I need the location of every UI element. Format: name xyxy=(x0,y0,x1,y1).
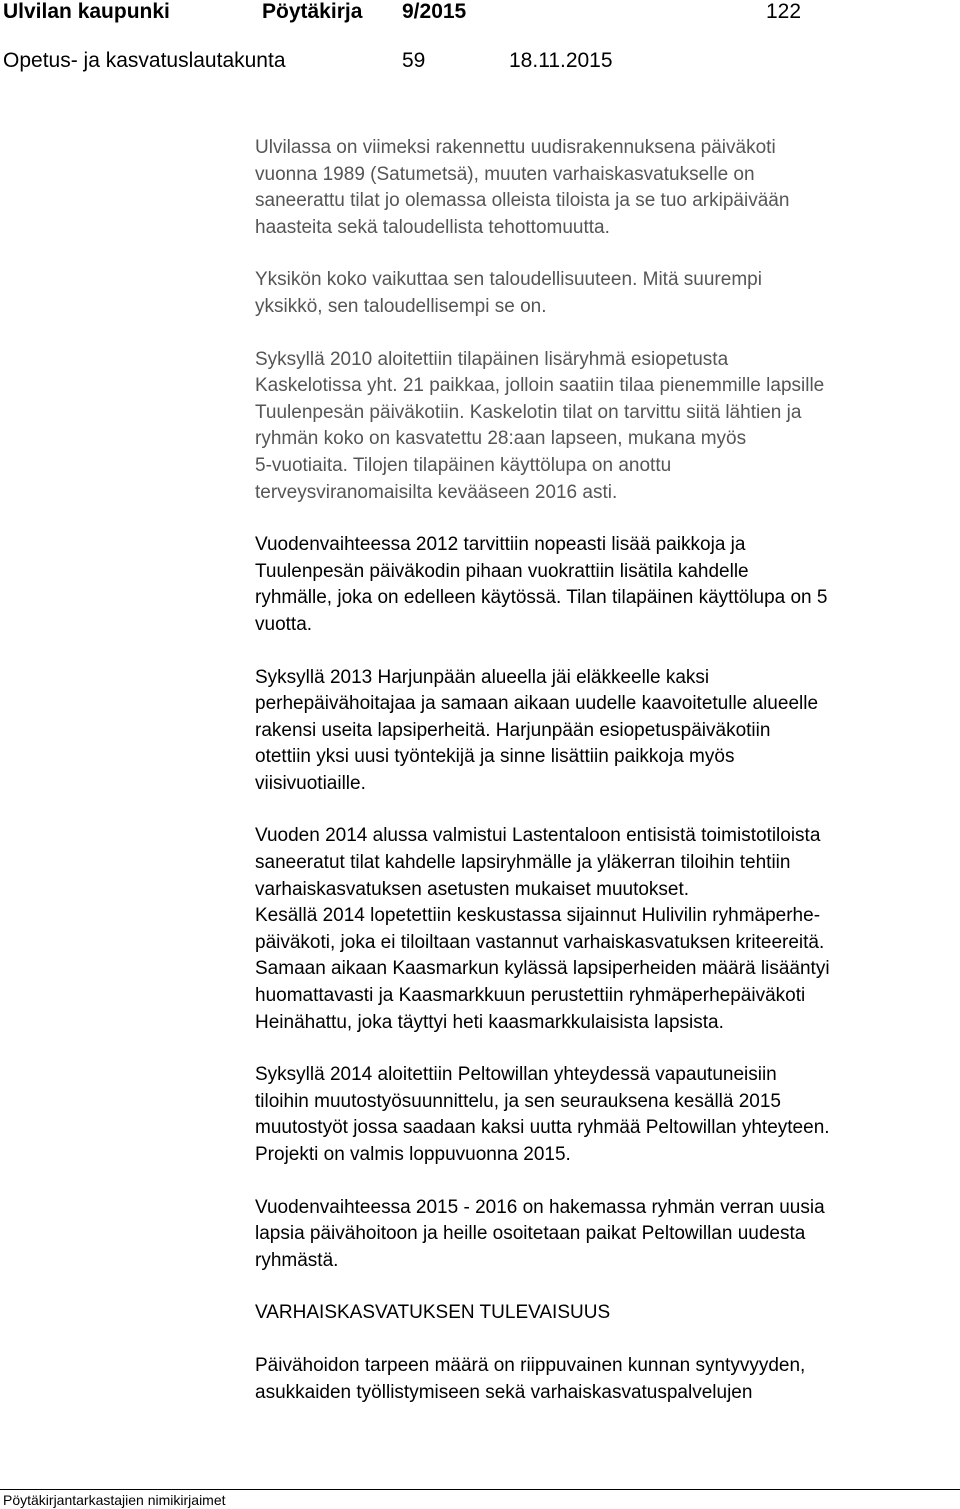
paragraph: Syksyllä 2014 aloitettiin Peltowillan yhteydessä vapautuneisiin tiloihin muutostyösuunnittelu, ja sen seurauksena kesällä 2015 muutostyöt jossa saadaan kaksi uutta ryhmää Peltowillan yhteyteen. Projekti on valmis loppuvuonna 2015. xyxy=(255,1064,830,1165)
document-body xyxy=(255,135,955,1432)
paragraph: Syksyllä 2013 Harjunpään alueella jäi eläkkeelle kaksi perhepäivähoitajaa ja samaan aikaan uudelle kaavoitetulle alueelle rakensi useita lapsiperheitä. Harjunpään esiopetuspäiväkotiin otettiin yksi uusi työntekijä ja sinne lisättiin paikkoja myös viisivuotiaille. xyxy=(255,666,819,794)
committee-name: Opetus- ja kasvatuslautakunta xyxy=(3,49,286,72)
meeting-date: 18.11.2015 xyxy=(509,49,613,72)
paragraph: Vuoden 2014 alussa valmistui Lastentaloon entisistä toimistotiloista saneeratut tilat kahdelle lapsiryhmälle ja yläkerran tiloihin tehtiin varhaiskasvatuksen asetusten mukaiset muutokset. Kesällä 2014 lopetettiin keskustassa sijainnut Hulivilin ryhmäperhe- päiväkoti, joka ei tiloiltaan vastannut varhaiskasvatuksen kriteereitä. Samaan aikaan Kaasmarkun kylässä lapsiperheiden määrä lisääntyi huomattavasti ja Kaasmarkkuun perustettiin ryhmäperhepäiväkoti Heinähattu, joka täyttyi heti kaasmarkkulaisista lapsista. xyxy=(255,825,830,1033)
paragraph: Päivähoidon tarpeen määrä on riippuvainen kunnan syntyvyyden, asukkaiden työllistymiseen sekä varhaiskasvatuspalvelujen xyxy=(255,1354,806,1403)
paragraph: Vuodenvaihteessa 2015 - 2016 on hakemassa ryhmän verran uusia lapsia päivähoitoon ja heille osoitetaan paikat Peltowillan uudesta ryhmästä. xyxy=(255,1196,825,1271)
paragraph: Ulvilassa on viimeksi rakennettu uudisrakennuksena päiväkoti vuonna 1989 (Satumetsä), muuten varhaiskasvatukselle on saneerattu tilat jo olemassa olleista tiloista ja se tuo arkipäivään haasteita sekä taloudellista tehottomuutta. xyxy=(255,137,790,238)
footer-label: Pöytäkirjantarkastajien nimikirjaimet xyxy=(3,1492,226,1508)
paragraph: Vuodenvaihteessa 2012 tarvittiin nopeasti lisää paikkoja ja Tuulenpesän päiväkodin pihaan vuokrattiin lisätila kahdelle ryhmälle, joka on edelleen käytössä. Tilan tilapäinen käyttölupa on 5 vuotta. xyxy=(255,534,828,635)
footer-divider xyxy=(0,1489,960,1490)
paragraph: Syksyllä 2010 aloitettiin tilapäinen lisäryhmä esiopetusta Kaskelotissa yht. 21 paikkaa, jolloin saatiin tilaa pienemmille lapsille Tuulenpesän päiväkotiin. Kaskelotin tilat on tarvittu siitä lähtien ja ryhmän koko on kasvatettu 28:aan lapseen, mukana myös 5-vuotiaita. Tilojen tilapäinen käyttölupa on anottu terveysviranomaisilta kevääseen 2016 asti. xyxy=(255,348,825,503)
section-number: 59 xyxy=(402,49,426,72)
page-number: 122 xyxy=(766,0,802,23)
organization-name: Ulvilan kaupunki xyxy=(3,0,170,23)
section-heading: VARHAISKASVATUKSEN TULEVAISUUS xyxy=(255,1302,611,1324)
document-number: 9/2015 xyxy=(402,0,467,23)
document-type: Pöytäkirja xyxy=(262,0,363,23)
paragraph: Yksikön koko vaikuttaa sen taloudellisuuteen. Mitä suurempi yksikkö, sen taloudellisempi se on. xyxy=(255,269,762,317)
